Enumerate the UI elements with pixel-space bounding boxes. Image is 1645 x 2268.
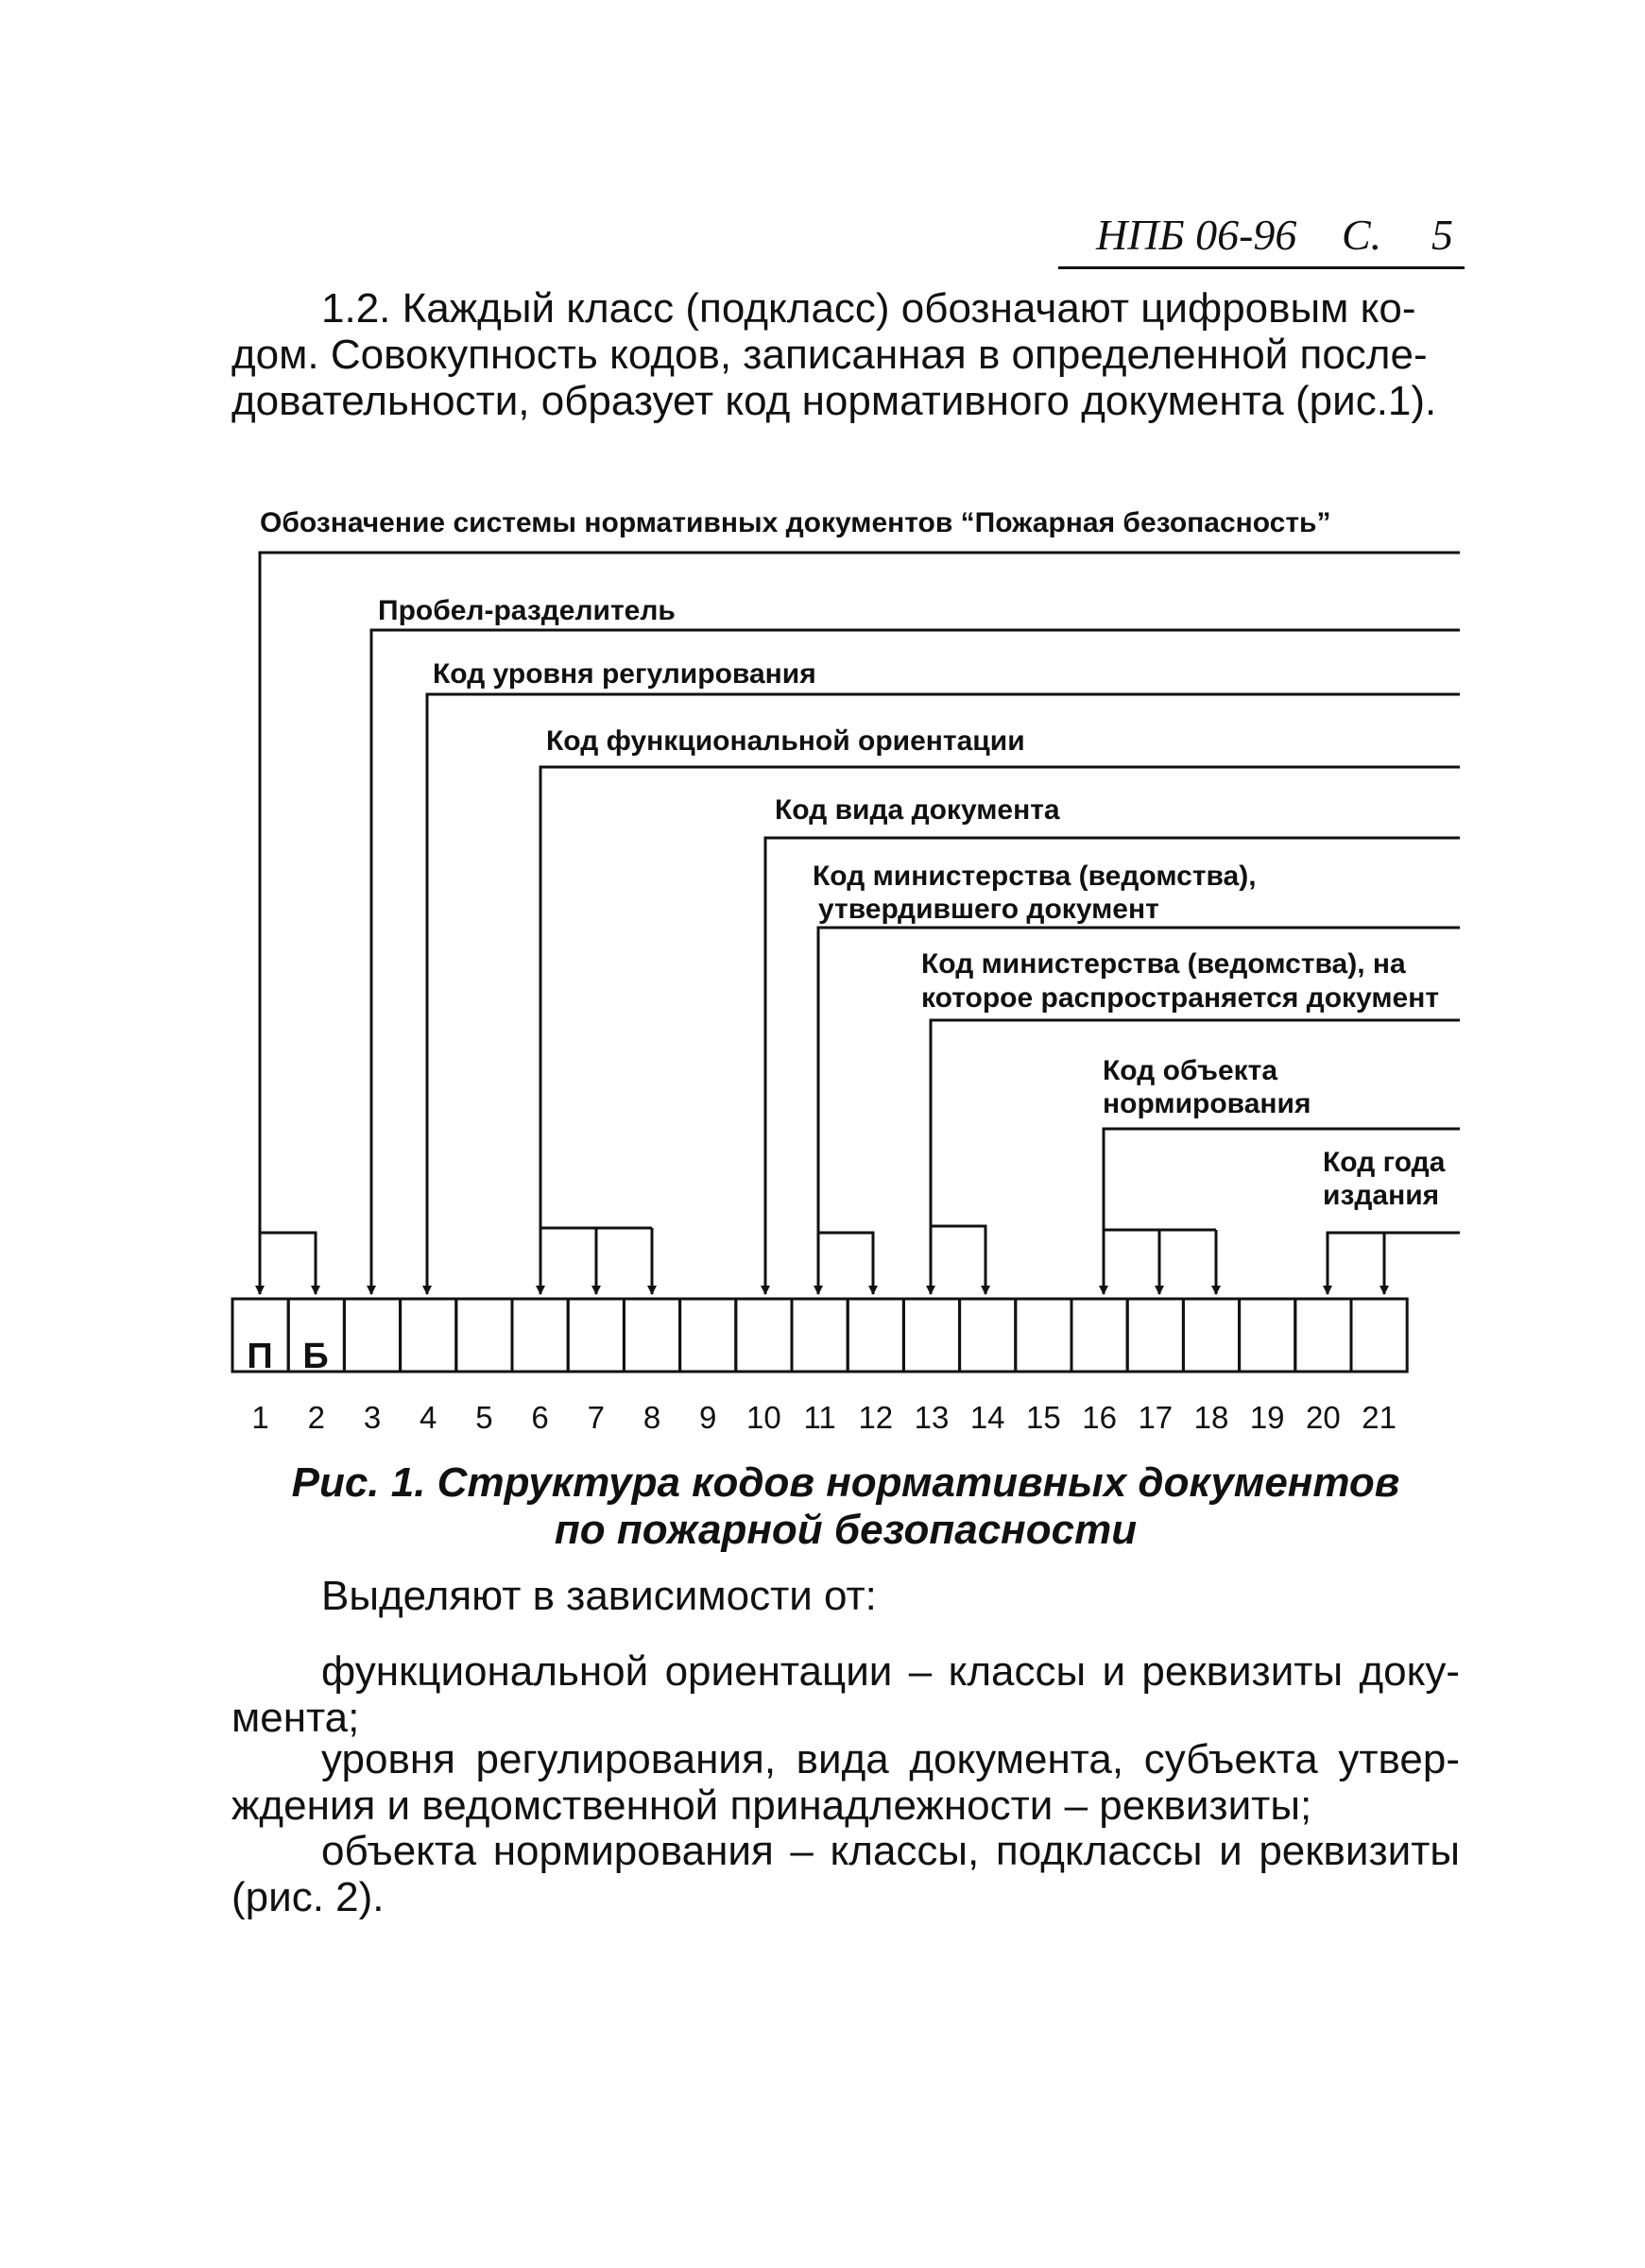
intro-line-1: 1.2. Каждый класс (подкласс) обозначают цифровым ко-: [321, 285, 1416, 332]
page-number: 5: [1431, 211, 1453, 259]
code-cell-8: [624, 1299, 679, 1372]
position-number-20: 20: [1306, 1400, 1341, 1435]
position-number-9: 9: [699, 1400, 717, 1435]
position-number-11: 11: [803, 1400, 836, 1435]
intro-line-3: довательности, образует код нормативного документа (рис.1).: [231, 378, 1437, 424]
position-number-18: 18: [1193, 1400, 1229, 1435]
code-cell-17: [1127, 1299, 1183, 1372]
label-document-type: Код вида документа: [775, 794, 1060, 826]
label-object-line2: нормирования: [1103, 1088, 1311, 1119]
body-paragraph-3: уровня регулирования, вида документа, субъекта утвер-ждения и ведомственной принадлежности – реквизиты;: [231, 1736, 1460, 1829]
label-space-separator: Пробел-разделитель: [378, 595, 676, 626]
position-number-2: 2: [307, 1400, 325, 1435]
position-number-4: 4: [420, 1400, 437, 1435]
code-cell-16: [1071, 1299, 1127, 1372]
code-cell-20: [1295, 1299, 1351, 1372]
code-cells-row: [232, 1299, 1407, 1372]
body-paragraph-1: Выделяют в зависимости от:: [321, 1573, 877, 1619]
intro-line-2: дом. Совокупность кодов, записанная в определенной после-: [231, 332, 1428, 378]
connector-ministry-approved-branch: [818, 1233, 873, 1294]
caption-line-1: Рис. 1. Структура кодов нормативных документов: [291, 1459, 1400, 1506]
code-cell-6: [512, 1299, 568, 1372]
position-number-1: 1: [251, 1400, 269, 1435]
position-number-5: 5: [475, 1400, 493, 1435]
cell-letter-p: П: [247, 1337, 273, 1376]
code-cell-9: [680, 1299, 736, 1372]
label-ministry-approved-line1: Код министерства (ведомства),: [813, 861, 1257, 892]
position-number-7: 7: [587, 1400, 605, 1435]
code-cell-18: [1183, 1299, 1239, 1372]
code-cell-14: [960, 1299, 1016, 1372]
position-number-12: 12: [858, 1400, 894, 1435]
code-cell-12: [848, 1299, 903, 1372]
connector-functional: [540, 767, 1460, 1294]
label-year-line2: издания: [1323, 1180, 1440, 1211]
label-regulation-level: Код уровня регулирования: [433, 658, 816, 690]
code-cell-15: [1016, 1299, 1071, 1372]
position-number-15: 15: [1026, 1400, 1061, 1435]
position-numbers: [251, 1400, 1397, 1435]
position-number-13: 13: [914, 1400, 950, 1435]
position-number-6: 6: [531, 1400, 549, 1435]
code-cell-5: [456, 1299, 512, 1372]
position-number-14: 14: [969, 1400, 1005, 1435]
document-code: НПБ 06-96: [1096, 211, 1297, 259]
code-cell-11: [792, 1299, 848, 1372]
label-year-line1: Код года: [1323, 1147, 1446, 1178]
body-paragraph-2: функциональной ориентации – классы и реквизиты доку-мента;: [231, 1648, 1460, 1741]
position-number-3: 3: [363, 1400, 382, 1435]
position-number-16: 16: [1082, 1400, 1117, 1435]
label-ministry-approved-line2: утвердившего документ: [818, 894, 1159, 925]
caption-line-2: по пожарной безопасности: [554, 1507, 1138, 1553]
cell-letter-b: Б: [302, 1337, 329, 1376]
position-number-8: 8: [643, 1400, 661, 1435]
code-cell-13: [903, 1299, 959, 1372]
code-cell-7: [568, 1299, 624, 1372]
body-paragraph-4: объекта нормирования – классы, подклассы и реквизиты (рис. 2).: [231, 1828, 1460, 1920]
code-cell-3: [344, 1299, 400, 1372]
code-cell-19: [1240, 1299, 1295, 1372]
code-cell-21: [1351, 1299, 1407, 1372]
page-prefix: С.: [1342, 211, 1382, 259]
label-functional-orientation: Код функциональной ориентации: [546, 725, 1025, 757]
connector-year: [1328, 1233, 1460, 1294]
label-ministry-scope-line2: которое распространяется документ: [921, 982, 1440, 1014]
label-system-designation: Обозначение системы нормативных документов “Пожарная безопасность”: [260, 507, 1331, 538]
connector-ministry-scope-branch: [931, 1226, 985, 1294]
position-number-17: 17: [1138, 1400, 1174, 1435]
code-cell-10: [736, 1299, 792, 1372]
position-number-21: 21: [1362, 1400, 1397, 1435]
position-number-19: 19: [1249, 1400, 1285, 1435]
code-cell-4: [401, 1299, 456, 1372]
figure-caption: [231, 1459, 1460, 1554]
connector-system-branch: [260, 1233, 316, 1294]
label-ministry-scope-line1: Код министерства (ведомства), на: [921, 948, 1406, 980]
label-object-line1: Код объекта: [1103, 1055, 1278, 1086]
position-number-10: 10: [746, 1400, 781, 1435]
